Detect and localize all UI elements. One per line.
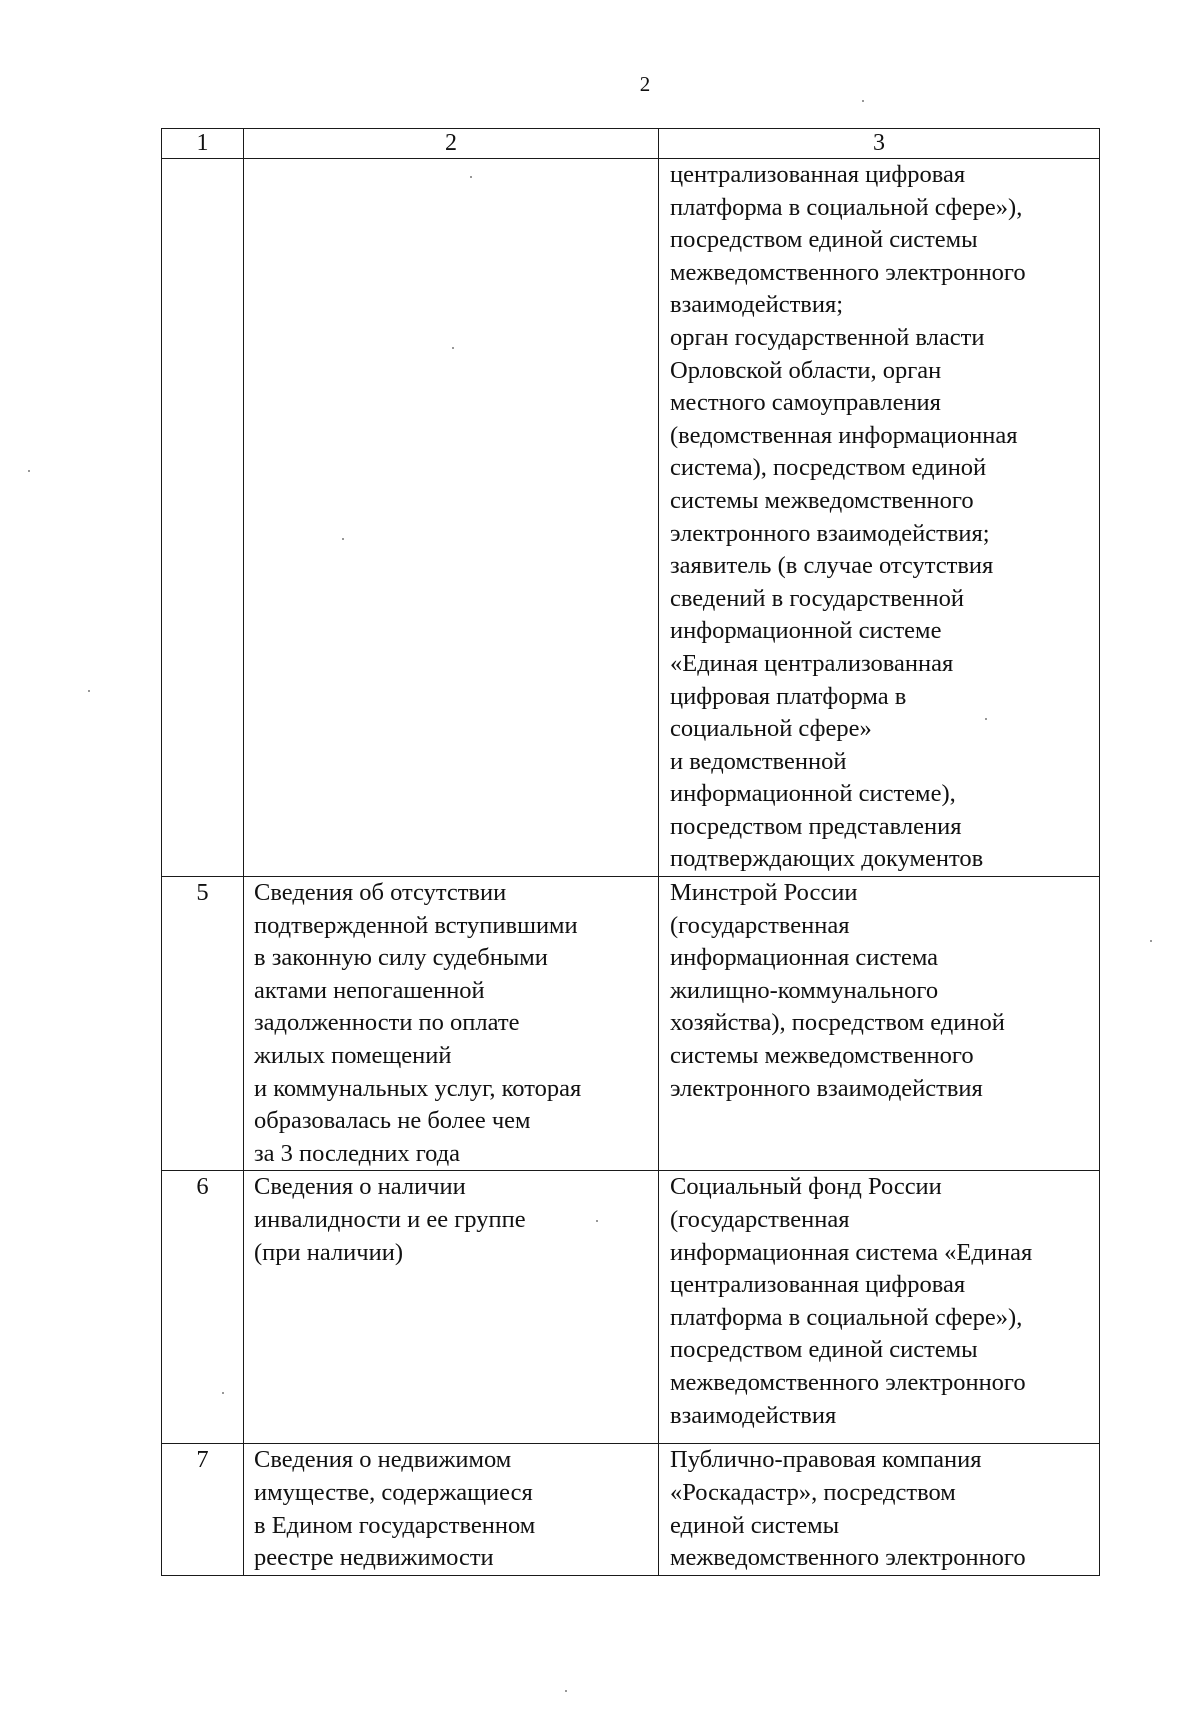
text-line: задолженности по оплате (254, 1009, 520, 1037)
text-line: системы межведомственного (670, 1042, 974, 1070)
scan-speck (565, 1690, 567, 1692)
text-line: образовалась не более чем (254, 1107, 531, 1135)
text-line: заявитель (в случае отсутствия (670, 552, 994, 580)
row-number-cell (162, 1444, 244, 1575)
header-col-3: 3 (659, 129, 1100, 159)
text-line: «Единая централизованная (670, 649, 954, 677)
text-line: посредством единой системы (670, 226, 978, 254)
text-line: за 3 последних года (254, 1139, 461, 1167)
text-line: (ведомственная информационная (670, 421, 1018, 449)
table-row (162, 1444, 1100, 1575)
text-line: имуществе, содержащиеся (254, 1479, 533, 1506)
header-col-2: 2 (244, 129, 659, 159)
text-line: «Роскадастр», посредством (670, 1479, 956, 1506)
text-line: взаимодействия; (670, 291, 844, 319)
text-line: информационная система «Единая (670, 1238, 1033, 1266)
table-row (162, 877, 1100, 1171)
info-name-cell (244, 1171, 659, 1444)
text-line: системы межведомственного (670, 486, 974, 514)
info-name-text (244, 877, 658, 1170)
scan-speck (985, 718, 987, 720)
info-source-text (659, 1171, 1099, 1432)
scan-speck (88, 690, 90, 692)
info-name-cell (244, 1444, 659, 1575)
text-line: и коммунальных услуг, которая (254, 1074, 582, 1102)
scan-speck (222, 1392, 224, 1394)
text-line: сведений в государственной (670, 584, 964, 612)
text-line: посредством единой системы (670, 1336, 978, 1364)
info-name-cell (244, 877, 659, 1171)
text-line: реестре недвижимости (254, 1544, 494, 1572)
scan-speck (596, 1220, 598, 1222)
info-source-cell (659, 1444, 1100, 1575)
row-number-cell (162, 1171, 244, 1444)
text-line: социальной сфере» (670, 715, 872, 743)
text-line: орган государственной власти (670, 323, 985, 351)
info-name-text (244, 1444, 658, 1574)
text-line: централизованная цифровая (670, 1271, 966, 1299)
text-line: подтвержденной вступившими (254, 911, 578, 939)
table-row (162, 1171, 1100, 1444)
table-row (162, 159, 1100, 877)
text-line: (государственная (670, 1206, 850, 1233)
page-number: 2 (639, 72, 651, 96)
text-line: система), посредством единой (670, 454, 987, 482)
text-line: платформа в социальной сфере»), (670, 193, 1023, 221)
text-line: хозяйства), посредством единой (670, 1009, 1005, 1037)
info-name-cell (244, 159, 659, 877)
text-line: и ведомственной (670, 747, 847, 775)
text-line: электронного взаимодействия (670, 1074, 983, 1102)
text-line: Социальный фонд России (670, 1173, 942, 1201)
text-line: актами непогашенной (254, 976, 485, 1004)
row-number-cell (162, 877, 244, 1171)
scan-speck (1150, 940, 1152, 942)
text-line: инвалидности и ее группе (254, 1206, 526, 1233)
table-header-row (162, 129, 1100, 159)
info-source-cell (659, 159, 1100, 877)
text-line: подтверждающих документов (670, 845, 984, 873)
text-line: электронного взаимодействия; (670, 519, 990, 547)
text-line: в законную силу судебными (254, 944, 548, 972)
text-line: (при наличии) (254, 1238, 403, 1266)
scan-speck (470, 176, 472, 178)
header-col-1: 1 (162, 129, 244, 159)
info-source-text (659, 159, 1099, 876)
text-line: местного самоуправления (670, 389, 941, 417)
text-line: жилищно-коммунального (670, 976, 939, 1004)
text-line: Сведения о недвижимом (254, 1446, 512, 1474)
text-line: Сведения о наличии (254, 1173, 466, 1201)
text-line: взаимодействия (670, 1401, 837, 1429)
info-source-text (659, 877, 1099, 1105)
row-number-cell (162, 159, 244, 877)
text-line: межведомственного электронного (670, 258, 1026, 286)
text-line: Орловской области, орган (670, 356, 942, 384)
row-number: 6 (196, 1173, 209, 1201)
scan-speck (862, 100, 864, 102)
scan-speck (342, 538, 344, 540)
info-source-cell (659, 1171, 1100, 1444)
info-source-text (659, 1444, 1099, 1574)
text-line: информационной системе (670, 617, 942, 645)
text-line: централизованная цифровая (670, 161, 966, 188)
info-source-cell (659, 877, 1100, 1171)
text-line: Публично-правовая компания (670, 1446, 982, 1474)
text-line: платформа в социальной сфере»), (670, 1303, 1023, 1331)
text-line: единой системы (670, 1511, 840, 1539)
text-line: информационной системе), (670, 780, 956, 808)
text-line: цифровая платформа в (670, 682, 907, 710)
text-line: в Едином государственном (254, 1511, 536, 1539)
text-line: Минстрой России (670, 879, 858, 907)
text-line: посредством представления (670, 812, 962, 840)
text-line: (государственная (670, 911, 850, 939)
text-line: межведомственного электронного (670, 1368, 1026, 1396)
text-line: межведомственного электронного (670, 1544, 1026, 1572)
text-line: Сведения об отсутствии (254, 879, 507, 907)
text-line: жилых помещений (254, 1042, 452, 1070)
services-table (161, 128, 1100, 1576)
text-line: информационная система (670, 944, 939, 972)
row-number: 5 (196, 879, 209, 907)
row-number: 7 (196, 1446, 209, 1474)
scan-speck (28, 470, 30, 472)
scan-speck (452, 347, 454, 349)
